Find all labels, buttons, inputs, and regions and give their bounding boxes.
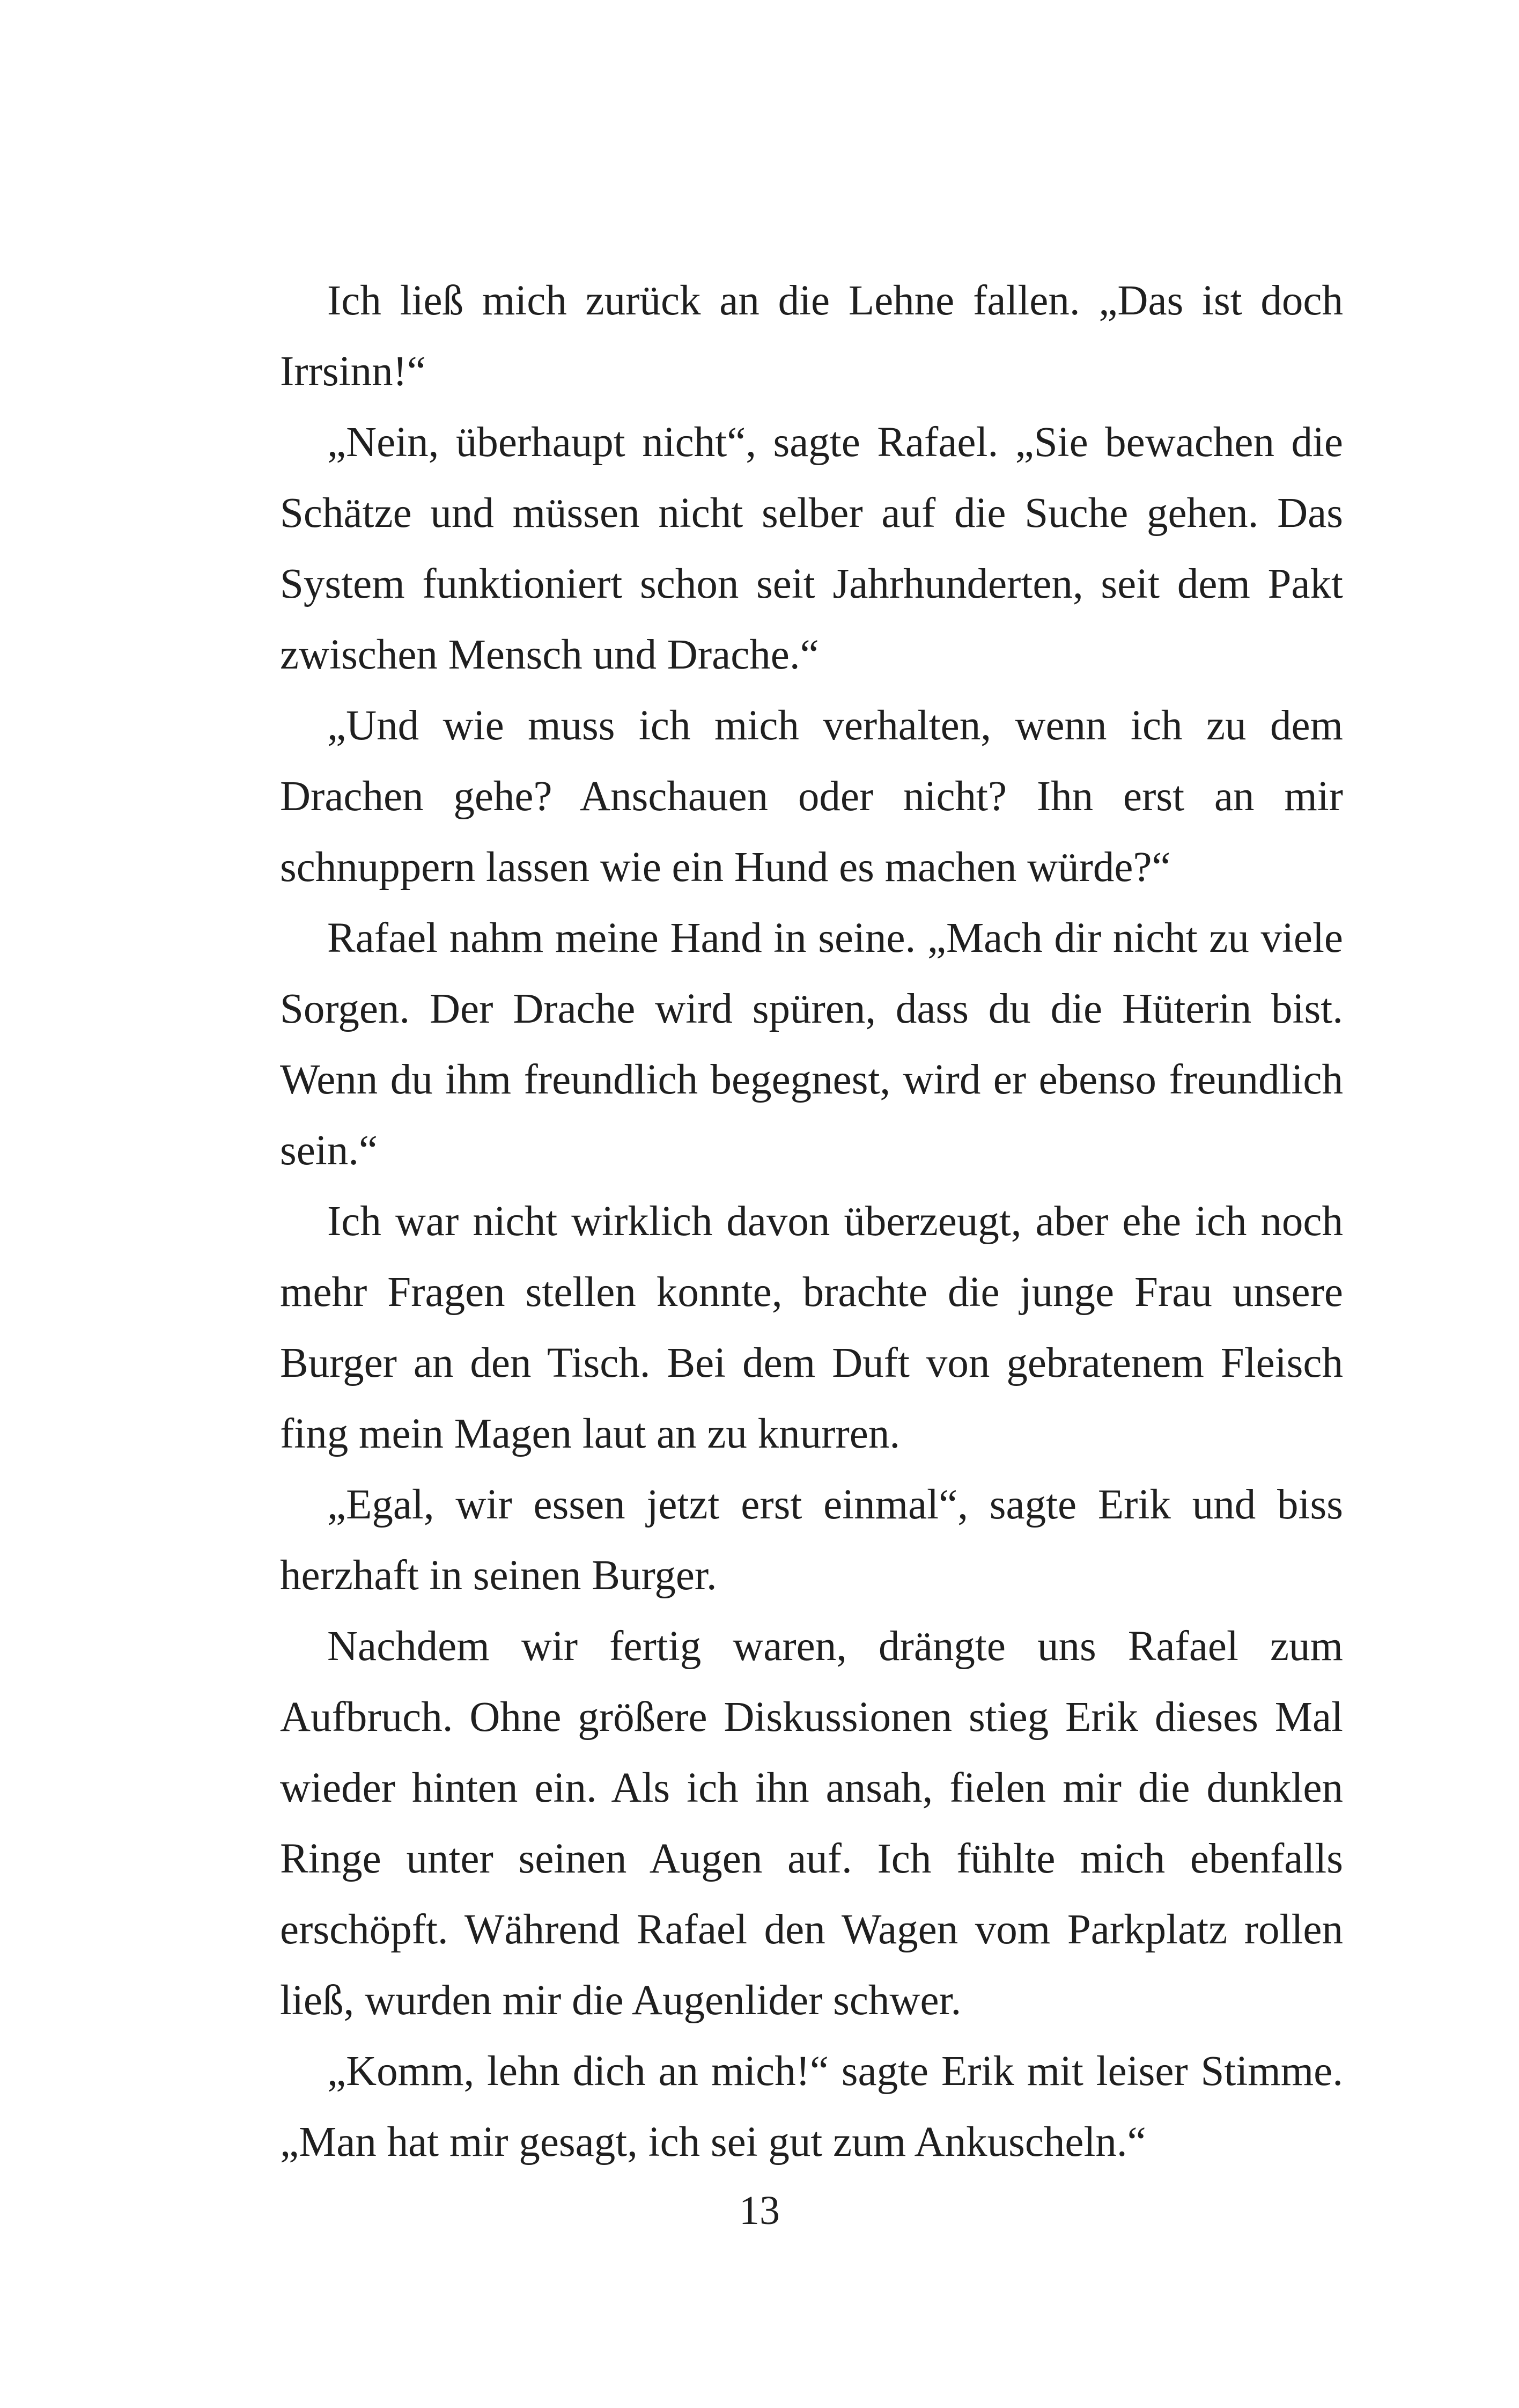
page-number: 13 <box>739 2188 780 2233</box>
paragraph: „Egal, wir essen jetzt erst einmal“, sagte Erik und biss herzhaft in seinen Burger. <box>280 1481 1343 1599</box>
paragraph: Rafael nahm meine Hand in seine. „Mach dir nicht zu viele Sorgen. Der Drache wird spüren, dass du die Hüterin bist. Wenn du ihm freundlich begegnest, wird er ebenso freundlich sein.“ <box>280 915 1343 1174</box>
paragraph: Ich ließ mich zurück an die Lehne fallen. „Das ist doch Irrsinn!“ <box>280 277 1343 395</box>
paragraph: „Nein, überhaupt nicht“, sagte Rafael. „Sie bewachen die Schätze und müssen nicht selber auf die Suche gehen. Das System funktioniert schon seit Jahrhunderten, seit dem Pakt zwischen Mensch und Drache.“ <box>280 419 1343 678</box>
paragraph: „Komm, lehn dich an mich!“ sagte Erik mit leiser Stimme. „Man hat mir gesagt, ich sei gut zum Ankuscheln.“ <box>280 2048 1343 2165</box>
paragraph: „Und wie muss ich mich verhalten, wenn ich zu dem Drachen gehe? Anschauen oder nicht? Ihn erst an mir schnuppern lassen wie ein Hund es machen würde?“ <box>280 702 1343 891</box>
paragraph: Nachdem wir fertig waren, drängte uns Rafael zum Aufbruch. Ohne größere Diskussionen stieg Erik dieses Mal wieder hinten ein. Als ich ihn ansah, fielen mir die dunklen Ringe unter seinen Augen auf. Ich fühlte mich ebenfalls erschöpft. Während Rafael den Wagen vom Parkplatz rollen ließ, wurden mir die Augenlider schwer. <box>280 1623 1343 2024</box>
body-text <box>280 266 1343 2178</box>
paragraph: Ich war nicht wirklich davon überzeugt, aber ehe ich noch mehr Fragen stellen konnte, brachte die junge Frau unsere Burger an den Tisch. Bei dem Duft von gebratenem Fleisch fing mein Magen laut an zu knurren. <box>280 1198 1343 1457</box>
